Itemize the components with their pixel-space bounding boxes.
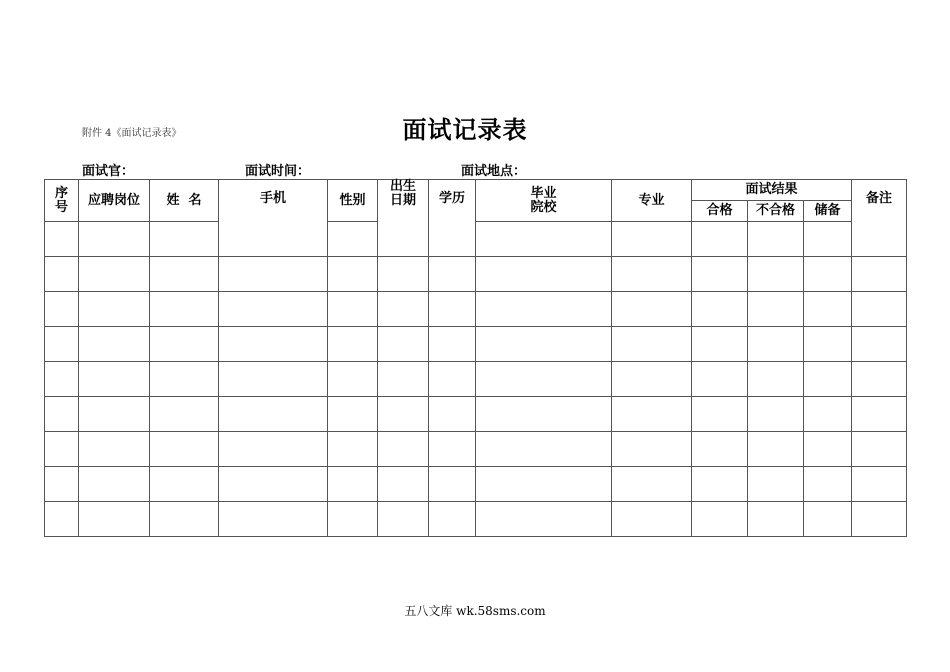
header-name: 姓 名 [150, 180, 219, 222]
table-cell[interactable] [692, 502, 748, 537]
table-cell[interactable] [804, 502, 852, 537]
table-cell[interactable] [852, 432, 907, 467]
table-cell[interactable] [219, 502, 328, 537]
table-cell[interactable] [692, 467, 748, 502]
table-row [45, 257, 907, 292]
table-cell[interactable] [612, 327, 692, 362]
interviewer-label: 面试官： [82, 164, 135, 179]
table-cell[interactable] [45, 362, 79, 397]
table-row [45, 397, 907, 432]
table-cell[interactable] [219, 292, 328, 327]
table-cell[interactable] [612, 502, 692, 537]
table-cell[interactable] [476, 327, 612, 362]
table-cell[interactable] [612, 292, 692, 327]
table-cell[interactable] [748, 327, 804, 362]
header-qualified: 合格 [692, 201, 748, 222]
table-cell[interactable] [429, 327, 476, 362]
table-cell[interactable] [378, 362, 429, 397]
table-cell[interactable] [692, 222, 748, 257]
table-cell[interactable] [378, 502, 429, 537]
table-cell[interactable] [150, 502, 219, 537]
table-cell[interactable] [429, 467, 476, 502]
table-cell[interactable] [150, 292, 219, 327]
table-cell[interactable] [612, 362, 692, 397]
table-cell[interactable] [150, 397, 219, 432]
table-cell[interactable] [476, 362, 612, 397]
table-cell[interactable] [150, 432, 219, 467]
interview-record-table [44, 179, 907, 537]
table-cell[interactable] [429, 502, 476, 537]
footer-watermark: 五八文库 wk.58sms.com [404, 604, 546, 618]
table-cell[interactable] [429, 397, 476, 432]
table-cell[interactable] [378, 257, 429, 292]
table-cell[interactable] [150, 222, 219, 257]
table-cell[interactable] [328, 362, 378, 397]
table-row [45, 327, 907, 362]
table-cell[interactable] [45, 432, 79, 467]
table-cell[interactable] [852, 397, 907, 432]
table-cell[interactable] [328, 432, 378, 467]
table-cell[interactable] [429, 362, 476, 397]
table-cell[interactable] [852, 327, 907, 362]
table-cell[interactable] [45, 327, 79, 362]
table-cell[interactable] [79, 257, 150, 292]
page-title: 面试记录表 [402, 116, 528, 144]
table-cell[interactable] [804, 432, 852, 467]
table-cell[interactable] [692, 397, 748, 432]
table-cell[interactable] [804, 362, 852, 397]
table-cell[interactable] [378, 397, 429, 432]
table-cell[interactable] [45, 502, 79, 537]
table-cell[interactable] [692, 257, 748, 292]
table-cell[interactable] [45, 467, 79, 502]
table-cell[interactable] [476, 257, 612, 292]
header-unqualified: 不合格 [748, 201, 804, 222]
header-major: 专业 [612, 180, 692, 222]
table-cell[interactable] [79, 467, 150, 502]
header-remarks: 备注 [852, 180, 907, 257]
header-gender: 性别 [328, 180, 378, 222]
table-row [45, 362, 907, 397]
header-seq: 序号 [45, 180, 79, 222]
table-cell[interactable] [219, 397, 328, 432]
table-cell[interactable] [328, 292, 378, 327]
table-cell[interactable] [692, 292, 748, 327]
table-cell[interactable] [804, 397, 852, 432]
table-cell[interactable] [150, 467, 219, 502]
table-cell[interactable] [219, 362, 328, 397]
table-cell[interactable] [150, 257, 219, 292]
header-position: 应聘岗位 [79, 180, 150, 222]
table-row [45, 432, 907, 467]
header-phone: 手机 [219, 180, 328, 257]
table-row [45, 502, 907, 537]
table-cell[interactable] [612, 467, 692, 502]
table-cell[interactable] [476, 432, 612, 467]
table-cell[interactable] [150, 327, 219, 362]
table-cell[interactable] [804, 467, 852, 502]
table-cell[interactable] [612, 432, 692, 467]
table-cell[interactable] [692, 362, 748, 397]
table-cell[interactable] [748, 362, 804, 397]
table-cell[interactable] [45, 257, 79, 292]
table-cell[interactable] [748, 397, 804, 432]
table-cell[interactable] [476, 222, 612, 257]
table-cell[interactable] [219, 432, 328, 467]
table-cell[interactable] [328, 397, 378, 432]
table-cell[interactable] [429, 292, 476, 327]
table-cell[interactable] [612, 397, 692, 432]
table-cell[interactable] [748, 222, 804, 257]
table-cell[interactable] [429, 432, 476, 467]
table-cell[interactable] [219, 467, 328, 502]
table-cell[interactable] [378, 292, 429, 327]
table-cell[interactable] [378, 327, 429, 362]
table-cell[interactable] [79, 292, 150, 327]
table-cell[interactable] [852, 502, 907, 537]
table-cell[interactable] [45, 397, 79, 432]
table-cell[interactable] [852, 362, 907, 397]
header-interview-result: 面试结果 [692, 180, 852, 201]
table-cell[interactable] [804, 257, 852, 292]
header-school: 毕业 院校 [476, 180, 612, 222]
table-cell[interactable] [45, 222, 79, 257]
table-cell[interactable] [748, 502, 804, 537]
header-row-1 [45, 180, 907, 201]
table-cell[interactable] [79, 432, 150, 467]
header-birth-date: 出生 日期 [378, 180, 429, 257]
table-cell[interactable] [476, 467, 612, 502]
table-cell[interactable] [612, 257, 692, 292]
table-cell[interactable] [852, 257, 907, 292]
attachment-note: 附件 4《面试记录表》 [82, 128, 182, 139]
table-cell[interactable] [79, 222, 150, 257]
table-cell[interactable] [328, 257, 378, 292]
table-cell[interactable] [328, 502, 378, 537]
table-cell[interactable] [150, 362, 219, 397]
table-cell[interactable] [692, 432, 748, 467]
table-cell[interactable] [79, 362, 150, 397]
table-cell[interactable] [804, 222, 852, 257]
table-cell[interactable] [852, 467, 907, 502]
table-cell[interactable] [219, 327, 328, 362]
table-cell[interactable] [79, 397, 150, 432]
table-cell[interactable] [328, 327, 378, 362]
table-cell[interactable] [219, 257, 328, 292]
table-cell[interactable] [378, 467, 429, 502]
table-row [45, 222, 907, 257]
table-cell[interactable] [476, 502, 612, 537]
table-cell[interactable] [328, 467, 378, 502]
table-cell[interactable] [79, 502, 150, 537]
table-cell[interactable] [378, 432, 429, 467]
table-cell[interactable] [692, 327, 748, 362]
interview-time-label: 面试时间： [245, 164, 311, 179]
table-row [45, 467, 907, 502]
table-cell[interactable] [748, 432, 804, 467]
header-reserve: 储备 [804, 201, 852, 222]
table-row [45, 292, 907, 327]
interview-location-label: 面试地点： [461, 164, 527, 179]
table-cell[interactable] [804, 327, 852, 362]
table-cell[interactable] [429, 257, 476, 292]
table-cell[interactable] [476, 292, 612, 327]
table-cell[interactable] [748, 292, 804, 327]
table-cell[interactable] [328, 222, 378, 257]
header-education: 学历 [429, 180, 476, 257]
table-cell[interactable] [476, 397, 612, 432]
table-cell[interactable] [852, 292, 907, 327]
table-cell[interactable] [79, 327, 150, 362]
table-cell[interactable] [804, 292, 852, 327]
table-cell[interactable] [748, 467, 804, 502]
table-cell[interactable] [612, 222, 692, 257]
table-cell[interactable] [748, 257, 804, 292]
table-cell[interactable] [45, 292, 79, 327]
